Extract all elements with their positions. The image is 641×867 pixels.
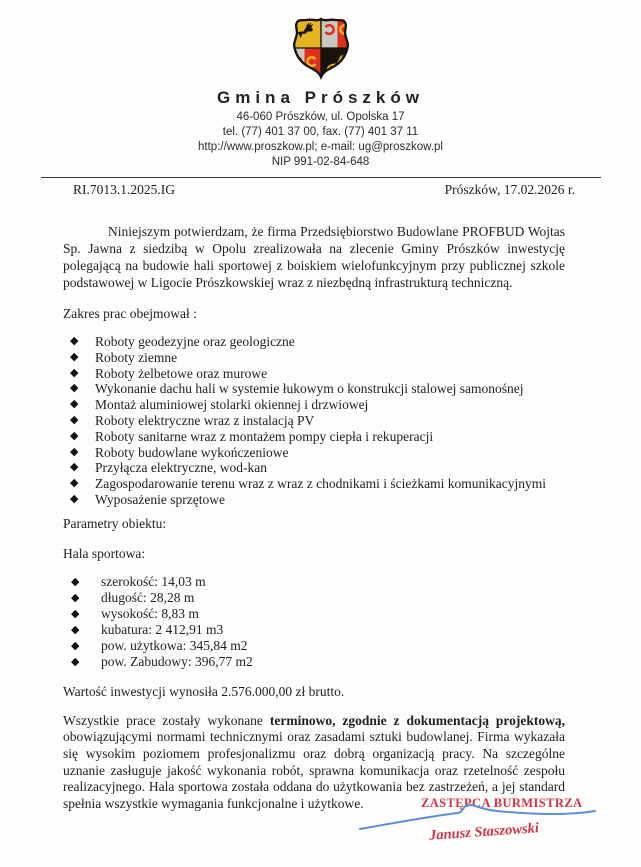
coat-of-arms bbox=[288, 16, 354, 80]
diamond-bullet-icon: ◆ bbox=[70, 477, 79, 490]
closing-bold: terminowo, zgodnie z dokumentacją projektową, bbox=[269, 712, 565, 728]
signatory-name: Janusz Staszowski bbox=[428, 820, 540, 844]
letter-body bbox=[0, 223, 641, 812]
web-email-line: http://www.proszkow.pl; e-mail: ug@proszkow.pl bbox=[198, 141, 443, 153]
address-block bbox=[0, 110, 641, 170]
list-item bbox=[63, 429, 565, 445]
scope-heading: Zakres prac obejmował : bbox=[63, 306, 197, 321]
list-item bbox=[63, 445, 565, 461]
list-item-text: wysokość: 8,83 m bbox=[101, 605, 199, 621]
list-item-text: szerokość: 14,03 m bbox=[101, 573, 206, 589]
diamond-bullet-icon: ◆ bbox=[71, 655, 80, 668]
intro-paragraph: Niniejszym potwierdzam, że firma Przedsiębiorstwo Budowlane PROFBUD Wojtas Sp. Jawna z siedzibą w Opolu zrealizowała na zlecenie Gminy Prószków inwestycję polegającą na budowie hali sportowej z boiskiem wielofunkcyjnym przy publicznej szkole podstawowej w Ligocie Prószkowskiej wraz z niezbędną infrastrukturą techniczną. bbox=[63, 224, 565, 290]
diamond-bullet-icon: ◆ bbox=[70, 492, 79, 505]
diamond-bullet-icon: ◆ bbox=[71, 639, 80, 652]
list-item bbox=[63, 638, 565, 654]
diamond-bullet-icon: ◆ bbox=[70, 382, 79, 395]
list-item bbox=[63, 492, 565, 508]
list-item-text: pow. Zabudowy: 396,77 m2 bbox=[101, 653, 253, 669]
list-item-text: Roboty elektryczne wraz z instalacją PV bbox=[95, 412, 315, 428]
list-item bbox=[63, 574, 565, 590]
list-item bbox=[63, 606, 565, 622]
list-item-text: długość: 28,28 m bbox=[101, 589, 195, 605]
list-item-text: kubatura: 2 412,91 m3 bbox=[101, 621, 224, 637]
place-date: Prószków, 17.02.2026 r. bbox=[444, 182, 575, 197]
letterhead bbox=[0, 0, 641, 170]
list-item bbox=[63, 366, 565, 382]
list-item bbox=[63, 460, 565, 476]
list-item-text: Wykonanie dachu hali w systemie łukowym o konstrukcji stalowej samonośnej bbox=[95, 381, 524, 397]
diamond-bullet-icon: ◆ bbox=[70, 461, 79, 474]
reference-row bbox=[0, 178, 641, 198]
investment-value-line: Wartość inwestycji wynosiła 2.576.000,00 zł brutto. bbox=[63, 683, 345, 699]
address-line: 46-060 Prószków, ul. Opolska 17 bbox=[236, 111, 405, 123]
scope-list bbox=[63, 334, 565, 508]
closing-suffix: obowiązującymi normami technicznymi oraz zasadami sztuki budowlanej. Firma wykazała się wysokim poziomem profesjonalizmu oraz dobrą organizacją pracy. Na szczególne uznanie zasługuje jakość wykonania robót, sprawna komunikacja oraz rzetelność zespołu realizacyjnego. Hala sportowa została oddana do użytkowania bez zastrzeżeń, a jej standard spełnia wszystkie wymagania funkcjonalne i użytkowe. bbox=[63, 729, 565, 811]
list-item bbox=[63, 654, 565, 670]
diamond-bullet-icon: ◆ bbox=[70, 335, 79, 347]
list-item bbox=[63, 590, 565, 606]
object-name: Hala sportowa: bbox=[63, 545, 146, 561]
parameters-list bbox=[63, 574, 565, 670]
diamond-bullet-icon: ◆ bbox=[70, 445, 79, 458]
diamond-bullet-icon: ◆ bbox=[70, 429, 79, 442]
diamond-bullet-icon: ◆ bbox=[71, 591, 80, 604]
list-item-text: Roboty budowlane wykończeniowe bbox=[95, 444, 289, 460]
list-item-text: Wyposażenie sprzętowe bbox=[95, 491, 226, 507]
diamond-bullet-icon: ◆ bbox=[71, 575, 80, 588]
list-item-text: Roboty geodezyjne oraz geologiczne bbox=[95, 334, 295, 349]
list-item-text: Przyłącza elektryczne, wod-kan bbox=[95, 460, 268, 476]
list-item bbox=[63, 334, 565, 350]
nip-line: NIP 991-02-84-648 bbox=[271, 156, 370, 168]
diamond-bullet-icon: ◆ bbox=[71, 607, 80, 620]
list-item bbox=[63, 350, 565, 366]
list-item-text: Roboty żelbetowe oraz murowe bbox=[95, 365, 268, 381]
list-item-text: Zagospodarowanie terenu wraz z wraz z chodnikami i ścieżkami komunikacyjnymi bbox=[95, 476, 546, 492]
stamp-title: ZASTĘPCA BURMISTRZA bbox=[421, 796, 583, 810]
list-item-text: Montaż aluminiowej stolarki okiennej i drzwiowej bbox=[95, 397, 369, 413]
diamond-bullet-icon: ◆ bbox=[70, 366, 79, 379]
list-item bbox=[63, 622, 565, 638]
diamond-bullet-icon: ◆ bbox=[70, 398, 79, 411]
diamond-bullet-icon: ◆ bbox=[70, 350, 79, 363]
reference-number: RI.7013.1.2025.IG bbox=[73, 182, 175, 197]
signature-stamp bbox=[355, 793, 605, 863]
list-item-text: Roboty ziemne bbox=[95, 349, 178, 365]
list-item bbox=[63, 397, 565, 413]
list-item bbox=[63, 381, 565, 397]
phone-fax-line: tel. (77) 401 37 00, fax. (77) 401 37 11 bbox=[222, 126, 419, 138]
proszkow-crest-icon bbox=[288, 16, 354, 80]
diamond-bullet-icon: ◆ bbox=[71, 623, 80, 636]
list-item bbox=[63, 413, 565, 429]
closing-prefix: Wszystkie prace zostały wykonane bbox=[63, 712, 270, 728]
parameters-heading: Parametry obiektu: bbox=[63, 515, 167, 531]
municipality-name: Gmina Prószków bbox=[217, 88, 424, 107]
list-item-text: pow. użytkowa: 345,84 m2 bbox=[101, 637, 248, 653]
diamond-bullet-icon: ◆ bbox=[70, 413, 79, 426]
list-item-text: Roboty sanitarne wraz z montażem pompy ciepła i rekuperacji bbox=[95, 428, 434, 444]
list-item bbox=[63, 476, 565, 492]
